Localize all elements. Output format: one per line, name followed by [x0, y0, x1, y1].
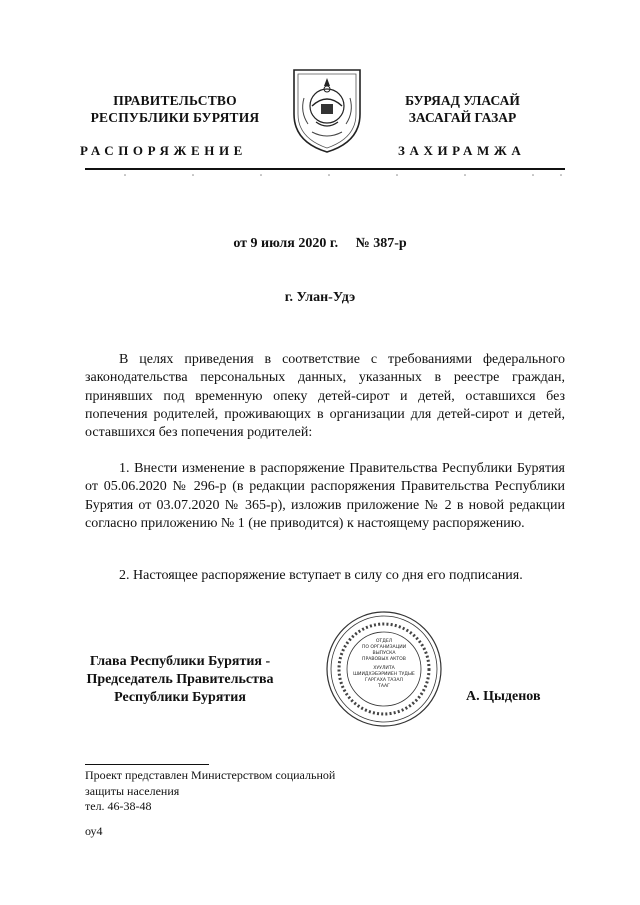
- seal-line-1: ОТДЕЛ: [375, 639, 393, 644]
- date-number-line: [0, 236, 640, 252]
- document-code: оу4: [85, 824, 103, 838]
- header-left-line1: ПРАВИТЕЛЬСТВО: [113, 93, 237, 108]
- document-city: г. Улан-Удэ: [284, 290, 356, 305]
- document-date: от 9 июля 2020 г.: [233, 236, 339, 251]
- signatory-title-line2: Председатель Правительства: [86, 672, 274, 687]
- header-rule: [85, 168, 565, 170]
- seal-line-8: ТААГ: [378, 684, 390, 689]
- official-seal-icon: [325, 610, 443, 728]
- signatory-title-line3: Республики Бурятия: [114, 690, 246, 705]
- seal-line-4: ПРАВОВЫХ АКТОВ: [362, 657, 406, 662]
- footnote: [85, 768, 385, 815]
- signatory-name: А. Цыденов: [466, 689, 541, 704]
- header-right-block: [375, 92, 550, 126]
- header-left-block: [70, 92, 280, 126]
- seal-line-3: ВЫПУСКА: [372, 651, 396, 656]
- seal-line-7: ГАРГАХА ТАЗАЛ: [365, 678, 403, 683]
- item-2-paragraph: 2. Настоящее распоряжение вступает в силу со дня его подписания.: [119, 568, 523, 583]
- signatory-title: [60, 653, 300, 707]
- header-dotted-rule: [85, 171, 565, 179]
- seal-line-2: ПО ОРГАНИЗАЦИИ: [361, 645, 407, 650]
- header-right-line1: БУРЯАД УЛАСАЙ: [405, 93, 520, 108]
- doc-type-right: ЗАХИРАМЖА: [398, 143, 526, 158]
- doc-type-left: РАСПОРЯЖЕНИЕ: [80, 143, 247, 158]
- signatory-title-line1: Глава Республики Бурятия -: [89, 654, 271, 669]
- seal-line-5: ХУУЛИТА: [373, 666, 395, 671]
- footnote-rule: [85, 764, 209, 765]
- footnote-line2: защиты населения: [85, 783, 180, 798]
- header-left-line2: РЕСПУБЛИКИ БУРЯТИЯ: [90, 110, 260, 125]
- seal-line-6: ШИИДХЭБЭРИИЕН ТУДЫЕ: [353, 672, 415, 677]
- item-1-paragraph: 1. Внести изменение в распоряжение Правительства Республики Бурятия от 05.06.2020 № 296-р (в редакции распоряжения Правительства Республики Бурятия от 03.07.2020 № 365-р), изложив приложение № 2 в новой редакции согласно приложению № 1 (не приводится) к настоящему распоряжению.: [85, 461, 565, 531]
- preamble-paragraph: В целях приведения в соответствие с требованиями федерального законодательства персональных данных, указанных в реестре граждан, принявших под временную опеку детей-сирот и детей, оставшихся без попечения родителей, проживающих в организации для детей-сирот и детей, оставшихся без попечения родителей:: [85, 352, 565, 441]
- buryatia-coat-of-arms-icon: [290, 62, 364, 154]
- footnote-line3: тел. 46-38-48: [85, 799, 152, 813]
- document-number: № 387-р: [355, 236, 407, 251]
- footnote-line1: Проект представлен Министерством социальной: [85, 768, 336, 782]
- header-right-line2: ЗАСАГАЙ ГАЗАР: [408, 110, 517, 125]
